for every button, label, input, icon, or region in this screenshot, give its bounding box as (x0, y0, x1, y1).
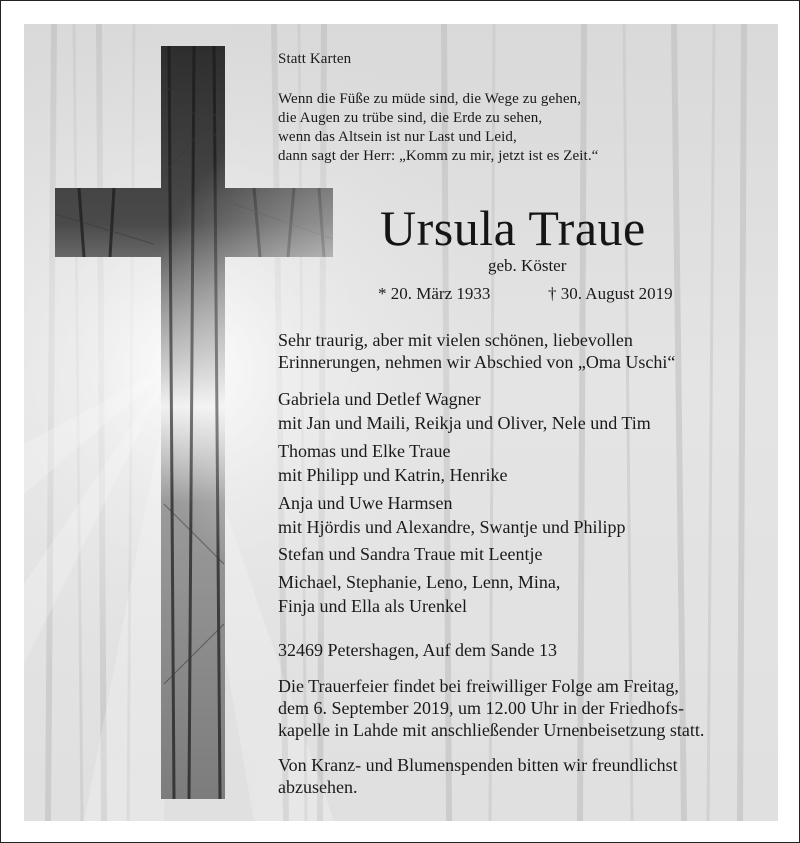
mourner-line: mit Jan und Maili, Reikja und Oliver, Nele und Tim (278, 413, 651, 433)
birth-name: geb. Köster (488, 256, 567, 275)
mourner-line: Gabriela und Detlef Wagner (278, 389, 481, 409)
flowers-line: Von Kranz- und Blumenspenden bitten wir freundlichst (278, 755, 678, 775)
birth-date: * 20. März 1933 (378, 284, 491, 303)
mourner-line: Anja und Uwe Harmsen (278, 493, 453, 513)
poem-line: wenn das Altsein ist nur Last und Leid, (278, 129, 517, 145)
ceremony-line: Die Trauerfeier findet bei freiwilliger Folge am Freitag, (278, 676, 679, 696)
death-date: † 30. August 2019 (548, 284, 673, 303)
header-statt-karten: Statt Karten (278, 51, 352, 67)
farewell-line: Sehr traurig, aber mit vielen schönen, liebevollen (278, 330, 633, 350)
forest-background-panel (24, 24, 778, 821)
deceased-name: Ursula Traue (380, 200, 646, 256)
flowers-line: abzusehen. (278, 777, 358, 797)
mourner-line: mit Hjördis und Alexandre, Swantje und Philipp (278, 517, 626, 537)
mourner-line: Thomas und Elke Traue (278, 441, 451, 461)
mourner-line: mit Philipp und Katrin, Henrike (278, 465, 508, 485)
poem-line: die Augen zu trübe sind, die Erde zu sehen, (278, 110, 543, 126)
mourner-line: Finja und Ella als Urenkel (278, 596, 467, 616)
mourner-line: Stefan und Sandra Traue mit Leentje (278, 544, 543, 564)
poem-line: dann sagt der Herr: „Komm zu mir, jetzt ist es Zeit.“ (278, 148, 599, 164)
mourner-line: Michael, Stephanie, Leno, Lenn, Mina, (278, 572, 561, 592)
ceremony-line: dem 6. September 2019, um 12.00 Uhr in der Friedhofs- (278, 698, 684, 718)
ceremony-line: kapelle in Lahde mit anschließender Urnenbeisetzung statt. (278, 720, 705, 740)
address: 32469 Petershagen, Auf dem Sande 13 (278, 640, 557, 660)
poem-line: Wenn die Füße zu müde sind, die Wege zu gehen, (278, 91, 582, 107)
farewell-line: Erinnerungen, nehmen wir Abschied von „Oma Uschi“ (278, 352, 676, 372)
